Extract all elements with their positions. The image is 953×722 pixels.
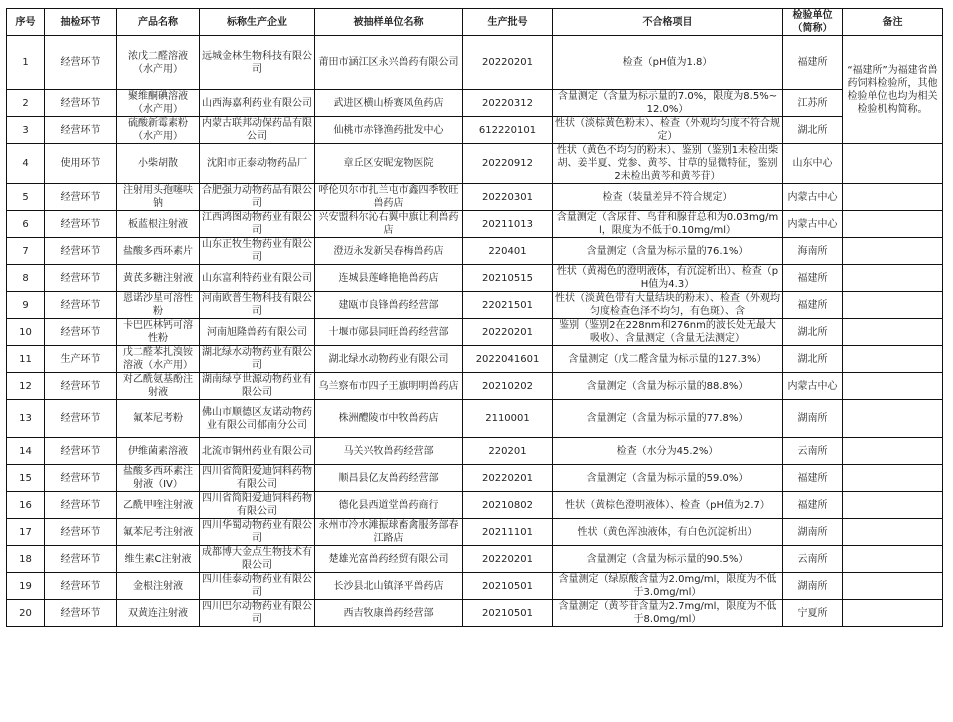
cell-sampled: 德化县西道堂兽药商行 xyxy=(315,492,463,519)
cell-note-empty xyxy=(843,373,943,400)
cell-sampled: 株洲醴陵市中牧兽药店 xyxy=(315,400,463,438)
cell-sampled: 连城县莲峰艳艳兽药店 xyxy=(315,265,463,292)
cell-lab: 湖南所 xyxy=(783,400,843,438)
cell-item: 含量测定（含量为标示量的90.5%） xyxy=(553,546,783,573)
cell-note-empty xyxy=(843,292,943,319)
cell-sampled: 莆田市涵江区永兴兽药有限公司 xyxy=(315,36,463,90)
table-row xyxy=(7,90,943,117)
cell-lab: 山东中心 xyxy=(783,144,843,184)
cell-stage: 经营环节 xyxy=(45,265,117,292)
cell-sampled: 建瓯市良锋兽药经营部 xyxy=(315,292,463,319)
cell-sampled: 马关兴牧兽药经营部 xyxy=(315,438,463,465)
cell-maker: 山东富利特药业有限公司 xyxy=(200,265,315,292)
cell-item: 性状（淡棕黄色粉末）、检查（外观均匀度不符合规定） xyxy=(553,117,783,144)
cell-sampled: 湖北绿水动物药业有限公司 xyxy=(315,346,463,373)
cell-product: 金根注射液 xyxy=(117,573,200,600)
cell-note-empty xyxy=(843,546,943,573)
table-row xyxy=(7,546,943,573)
cell-sampled: 仙桃市赤锋渔药批发中心 xyxy=(315,117,463,144)
cell-sampled: 楚雄光富兽药经贸有限公司 xyxy=(315,546,463,573)
cell-no: 13 xyxy=(7,400,45,438)
cell-product: 氟苯尼考粉 xyxy=(117,400,200,438)
cell-item: 检查（装量差异不符合规定） xyxy=(553,184,783,211)
cell-note-empty xyxy=(843,238,943,265)
cell-batch: 612220101 xyxy=(463,117,553,144)
cell-no: 18 xyxy=(7,546,45,573)
cell-item: 含量测定（含尿苷、鸟苷和腺苷总和为0.03mg/ml，限度为不低于0.10mg/ml） xyxy=(553,211,783,238)
cell-stage: 经营环节 xyxy=(45,600,117,627)
cell-batch: 20210501 xyxy=(463,573,553,600)
table-body xyxy=(7,36,943,627)
cell-item: 性状（黄棕色澄明液体）、检查（pH值为2.7） xyxy=(553,492,783,519)
cell-stage: 经营环节 xyxy=(45,573,117,600)
cell-batch: 20220312 xyxy=(463,90,553,117)
cell-sampled: 永州市冷水滩振球畜禽服务部春江路店 xyxy=(315,519,463,546)
cell-stage: 经营环节 xyxy=(45,519,117,546)
table-row xyxy=(7,292,943,319)
cell-lab: 福建所 xyxy=(783,492,843,519)
cell-maker: 四川省简阳爱迪饲料药物有限公司 xyxy=(200,465,315,492)
cell-stage: 经营环节 xyxy=(45,238,117,265)
cell-note-empty xyxy=(843,519,943,546)
cell-item: 性状（黄褐色的澄明液体，有沉淀析出）、检查（pH值为4.3） xyxy=(553,265,783,292)
header-stage: 抽检环节 xyxy=(45,9,117,36)
cell-no: 8 xyxy=(7,265,45,292)
cell-product: 伊维菌素溶液 xyxy=(117,438,200,465)
cell-stage: 经营环节 xyxy=(45,184,117,211)
cell-no: 19 xyxy=(7,573,45,600)
table-row xyxy=(7,492,943,519)
cell-note-empty xyxy=(843,265,943,292)
table-row xyxy=(7,238,943,265)
cell-stage: 经营环节 xyxy=(45,400,117,438)
cell-sampled: 长沙县北山镇泽平兽药店 xyxy=(315,573,463,600)
cell-product: 注射用头孢噻呋钠 xyxy=(117,184,200,211)
cell-no: 2 xyxy=(7,90,45,117)
cell-batch: 2110001 xyxy=(463,400,553,438)
cell-maker: 四川巴尔动物药业有限公司 xyxy=(200,600,315,627)
cell-product: 板蓝根注射液 xyxy=(117,211,200,238)
table-row xyxy=(7,117,943,144)
results-table xyxy=(6,8,943,627)
cell-maker: 江西鸿图动物药业有限公司 xyxy=(200,211,315,238)
header-sampled: 被抽样单位名称 xyxy=(315,9,463,36)
table-row xyxy=(7,519,943,546)
cell-batch: 20210501 xyxy=(463,600,553,627)
cell-lab: 福建所 xyxy=(783,292,843,319)
cell-sampled: 西吉牧康兽药经营部 xyxy=(315,600,463,627)
cell-lab: 江苏所 xyxy=(783,90,843,117)
cell-lab: 云南所 xyxy=(783,438,843,465)
cell-no: 6 xyxy=(7,211,45,238)
cell-item: 含量测定（含量为标示量的59.0%） xyxy=(553,465,783,492)
cell-lab: 内蒙古中心 xyxy=(783,373,843,400)
cell-batch: 22021501 xyxy=(463,292,553,319)
cell-no: 5 xyxy=(7,184,45,211)
cell-product: 盐酸多西环素注射液（IV） xyxy=(117,465,200,492)
cell-product: 维生素C注射液 xyxy=(117,546,200,573)
cell-maker: 北流市铜州药业有限公司 xyxy=(200,438,315,465)
cell-item: 含量测定（含量为标示量的76.1%） xyxy=(553,238,783,265)
cell-batch: 20220201 xyxy=(463,36,553,90)
cell-maker: 佛山市顺德区友诺动物药业有限公司郁南分公司 xyxy=(200,400,315,438)
cell-no: 12 xyxy=(7,373,45,400)
cell-sampled: 十堰市郧县同旺兽药经营部 xyxy=(315,319,463,346)
cell-item: 鉴别（鉴别2在228nm和276nm的波长处无最大吸收）、含量测定（含量无法测定） xyxy=(553,319,783,346)
cell-product: 氟苯尼考注射液 xyxy=(117,519,200,546)
cell-stage: 经营环节 xyxy=(45,373,117,400)
cell-maker: 沈阳市正泰动物药品厂 xyxy=(200,144,315,184)
cell-item: 性状（黄色不均匀的粉末）、鉴别（鉴别1未检出柴胡、姜半夏、党参、黄芩、甘草的显微特征，鉴别2未检出黄芩和黄芩苷） xyxy=(553,144,783,184)
cell-lab: 湖北所 xyxy=(783,346,843,373)
cell-no: 14 xyxy=(7,438,45,465)
cell-lab: 湖南所 xyxy=(783,519,843,546)
header-no: 序号 xyxy=(7,9,45,36)
cell-product: 戊二醛苯扎溴铵溶液（水产用） xyxy=(117,346,200,373)
cell-note-empty xyxy=(843,346,943,373)
header-lab: 检验单位（简称） xyxy=(783,9,843,36)
cell-maker: 四川佳泰动物药业有限公司 xyxy=(200,573,315,600)
cell-note-empty xyxy=(843,144,943,184)
cell-item: 性状（淡黄色带有大量结块的粉末）、检查（外观均匀度检查色泽不均匀，有色斑）、含 xyxy=(553,292,783,319)
cell-lab: 湖北所 xyxy=(783,319,843,346)
cell-no: 3 xyxy=(7,117,45,144)
cell-lab: 福建所 xyxy=(783,465,843,492)
cell-product: 浓戊二醛溶液（水产用） xyxy=(117,36,200,90)
cell-product: 黄芪多糖注射液 xyxy=(117,265,200,292)
cell-lab: 湖北所 xyxy=(783,117,843,144)
cell-product: 卡巴匹林钙可溶性粉 xyxy=(117,319,200,346)
cell-no: 7 xyxy=(7,238,45,265)
cell-no: 20 xyxy=(7,600,45,627)
cell-maker: 合肥强力动物药品有限公司 xyxy=(200,184,315,211)
header-row xyxy=(7,9,943,36)
cell-maker: 河南欧普生物科技有限公司 xyxy=(200,292,315,319)
cell-lab: 宁夏所 xyxy=(783,600,843,627)
cell-no: 11 xyxy=(7,346,45,373)
cell-note-empty xyxy=(843,211,943,238)
cell-no: 17 xyxy=(7,519,45,546)
cell-product: 聚维酮碘溶液（水产用） xyxy=(117,90,200,117)
table-row xyxy=(7,438,943,465)
cell-lab: 云南所 xyxy=(783,546,843,573)
cell-stage: 经营环节 xyxy=(45,90,117,117)
cell-batch: 20210515 xyxy=(463,265,553,292)
cell-sampled: 澄迈永发新吴春梅兽药店 xyxy=(315,238,463,265)
cell-item: 性状（黄色浑浊液体，有白色沉淀析出） xyxy=(553,519,783,546)
cell-stage: 生产环节 xyxy=(45,346,117,373)
cell-maker: 内蒙古联邦动保药品有限公司 xyxy=(200,117,315,144)
table-row xyxy=(7,319,943,346)
cell-product: 硫酸新霉素粉（水产用） xyxy=(117,117,200,144)
cell-maker: 山西海嘉利药业有限公司 xyxy=(200,90,315,117)
cell-stage: 经营环节 xyxy=(45,465,117,492)
cell-stage: 使用环节 xyxy=(45,144,117,184)
cell-lab: 福建所 xyxy=(783,36,843,90)
cell-sampled: 顺昌县亿友兽药经营部 xyxy=(315,465,463,492)
cell-batch: 20210802 xyxy=(463,492,553,519)
cell-batch: 20211013 xyxy=(463,211,553,238)
cell-batch: 20211101 xyxy=(463,519,553,546)
cell-lab: 内蒙古中心 xyxy=(783,184,843,211)
cell-stage: 经营环节 xyxy=(45,211,117,238)
cell-maker: 四川华蜀动物药业有限公司 xyxy=(200,519,315,546)
cell-item: 含量测定（含量为标示量的77.8%） xyxy=(553,400,783,438)
cell-product: 盐酸多西环素片 xyxy=(117,238,200,265)
table-row xyxy=(7,400,943,438)
cell-batch: 20210202 xyxy=(463,373,553,400)
cell-note-empty xyxy=(843,438,943,465)
cell-no: 4 xyxy=(7,144,45,184)
cell-batch: 220401 xyxy=(463,238,553,265)
cell-stage: 经营环节 xyxy=(45,292,117,319)
cell-no: 1 xyxy=(7,36,45,90)
cell-batch: 20220201 xyxy=(463,465,553,492)
cell-lab: 湖南所 xyxy=(783,573,843,600)
cell-batch: 20220912 xyxy=(463,144,553,184)
cell-sampled: 呼伦贝尔市扎兰屯市鑫四季牧旺兽药店 xyxy=(315,184,463,211)
cell-sampled: 武进区横山桥赛凤鱼药店 xyxy=(315,90,463,117)
cell-maker: 湖南绿亨世源动物药业有限公司 xyxy=(200,373,315,400)
cell-note-empty xyxy=(843,573,943,600)
cell-stage: 经营环节 xyxy=(45,117,117,144)
cell-note-empty xyxy=(843,492,943,519)
cell-item: 含量测定（绿原酸含量为2.0mg/ml，限度为不低于3.0mg/ml） xyxy=(553,573,783,600)
cell-batch: 20220201 xyxy=(463,319,553,346)
cell-product: 小柴胡散 xyxy=(117,144,200,184)
cell-product: 恩诺沙星可溶性粉 xyxy=(117,292,200,319)
cell-batch: 220201 xyxy=(463,438,553,465)
cell-batch: 20220201 xyxy=(463,546,553,573)
header-product: 产品名称 xyxy=(117,9,200,36)
cell-lab: 海南所 xyxy=(783,238,843,265)
table-row xyxy=(7,265,943,292)
cell-maker: 四川省简阳爱迪饲料药物有限公司 xyxy=(200,492,315,519)
cell-maker: 河南旭隆兽药有限公司 xyxy=(200,319,315,346)
table-row xyxy=(7,346,943,373)
cell-maker: 山东正牧生物药业有限公司 xyxy=(200,238,315,265)
cell-batch: 2022041601 xyxy=(463,346,553,373)
cell-maker: 成都博大金点生物技术有限公司 xyxy=(200,546,315,573)
table-row xyxy=(7,144,943,184)
cell-batch: 20220301 xyxy=(463,184,553,211)
cell-no: 9 xyxy=(7,292,45,319)
table-row xyxy=(7,373,943,400)
cell-note-empty xyxy=(843,319,943,346)
header-batch: 生产批号 xyxy=(463,9,553,36)
cell-maker: 远城金林生物科技有限公司 xyxy=(200,36,315,90)
cell-product: 乙酰甲喹注射液 xyxy=(117,492,200,519)
table-row xyxy=(7,211,943,238)
cell-lab: 福建所 xyxy=(783,265,843,292)
cell-item: 含量测定（黄芩苷含量为2.7mg/ml，限度为不低于8.0mg/ml） xyxy=(553,600,783,627)
cell-note-empty xyxy=(843,400,943,438)
table-row xyxy=(7,573,943,600)
cell-item: 检查（pH值为1.8） xyxy=(553,36,783,90)
cell-stage: 经营环节 xyxy=(45,438,117,465)
cell-sampled: 乌兰察布市四子王旗明明兽药店 xyxy=(315,373,463,400)
cell-note-empty xyxy=(843,600,943,627)
cell-note: “福建所”为福建省兽药饲料检验所，其他检验单位也均为相关检验机构简称。 xyxy=(843,36,943,144)
header-note: 备注 xyxy=(843,9,943,36)
cell-sampled: 章丘区安昵宠物医院 xyxy=(315,144,463,184)
cell-no: 15 xyxy=(7,465,45,492)
cell-note-empty xyxy=(843,184,943,211)
header-item: 不合格项目 xyxy=(553,9,783,36)
cell-note-empty xyxy=(843,465,943,492)
cell-product: 双黄连注射液 xyxy=(117,600,200,627)
table-row xyxy=(7,36,943,90)
cell-stage: 经营环节 xyxy=(45,492,117,519)
cell-item: 检查（水分为45.2%） xyxy=(553,438,783,465)
cell-item: 含量测定（含量为标示量的88.8%） xyxy=(553,373,783,400)
cell-item: 含量测定（戊二醛含量为标示量的127.3%） xyxy=(553,346,783,373)
cell-stage: 经营环节 xyxy=(45,546,117,573)
table-row xyxy=(7,465,943,492)
cell-item: 含量测定（含量为标示量的7.0%，限度为8.5%~12.0%） xyxy=(553,90,783,117)
cell-no: 10 xyxy=(7,319,45,346)
table-row xyxy=(7,600,943,627)
cell-sampled: 兴安盟科尔沁右翼中旗让利兽药店 xyxy=(315,211,463,238)
cell-maker: 湖北绿水动物药业有限公司 xyxy=(200,346,315,373)
header-maker: 标称生产企业 xyxy=(200,9,315,36)
cell-stage: 经营环节 xyxy=(45,319,117,346)
cell-lab: 内蒙古中心 xyxy=(783,211,843,238)
table-row xyxy=(7,184,943,211)
cell-product: 对乙酰氨基酚注射液 xyxy=(117,373,200,400)
cell-stage: 经营环节 xyxy=(45,36,117,90)
cell-no: 16 xyxy=(7,492,45,519)
